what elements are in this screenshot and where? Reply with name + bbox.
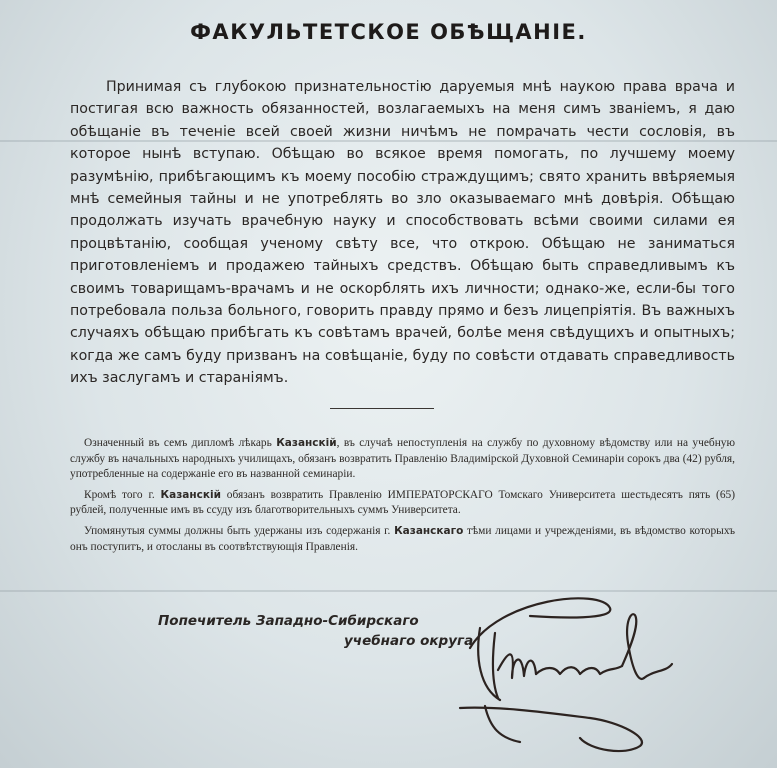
notes-section (70, 436, 735, 560)
handwritten-signature (440, 588, 690, 758)
section-divider (330, 408, 434, 409)
oath-paragraph: Принимая съ глубокою признательностію даруемыя мнѣ наукою права врача и постигая всю важность обязанностей, возлагаемыхъ на меня симъ званіемъ, я даю обѣщаніе въ теченіе всей своей жизни ничѣмъ не помрачать чести сословія, въ которое нынѣ вступаю. Обѣщаю во всякое время помогать, по лучшему моему разумѣнію, прибѣгающимъ къ моему пособію страждущимъ; свято хранить ввѣряемыя мнѣ семейныя тайны и не употреблять во зло оказываемаго мнѣ довѣрія. Обѣщаю продолжать изучать врачебную науку и способствовать всѣми своими силами ея процвѣтанію, сообщая ученому свѣту все, что открою. Обѣщаю не заниматься приготовленіемъ и продажею тайныхъ средствъ. Обѣщаю быть справедливымъ къ своимъ товарищамъ-врачамъ и не оскорблять ихъ личности; однако-же, если-бы того потребовала польза больного, говорить правду прямо и безъ лицепріятія. Въ важныхъ случаяхъ обѣщаю прибѣгать къ совѣтамъ врачей, болѣе меня свѣдущихъ и опытныхъ; когда же самъ буду призванъ на совѣщаніе, буду по совѣсти отдавать справедливость ихъ заслугамъ и стараніямъ. (70, 79, 735, 387)
note-paragraph-1: Означенный въ семъ дипломѣ лѣкарь Казанскій, въ случаѣ непоступленія на службу по духовному вѣдомству или на учебную службу въ начальныхъ народныхъ училищахъ, обязанъ возвратить Правленію Владимірской Духовной Семинаріи сорокъ два (42) рубля, употребленные на содержаніе его въ названной семинаріи. (70, 437, 736, 481)
note-paragraph-3: Упомянутыя суммы должны быть удержаны изъ содержанія г. Казанскаго тѣми лицами и учрежденіями, въ вѣдомство которыхъ онъ поступитъ, и отосланы въ соотвѣтствующія Правленія. (70, 524, 735, 553)
signer-line-1: Попечитель Западно-Сибирскаго (158, 613, 419, 629)
note-paragraph-2: Кромѣ того г. Казанскій обязанъ возвратить Правленію ИМПЕРАТОРСКАГО Томскаго Университета шестьдесятъ пять (65) рублей, полученные имъ въ ссуду изъ благотворительныхъ суммъ Университета. (70, 488, 736, 517)
signer-line-2: учебнаго округа (344, 633, 474, 649)
signer-title (158, 611, 473, 651)
graduate-name: Казанскаго (394, 524, 464, 537)
graduate-name: Казанскій (276, 437, 337, 449)
graduate-name: Казанскій (160, 488, 221, 501)
document-title: ФАКУЛЬТЕТСКОЕ ОБѢЩАНІЕ. (190, 20, 587, 44)
